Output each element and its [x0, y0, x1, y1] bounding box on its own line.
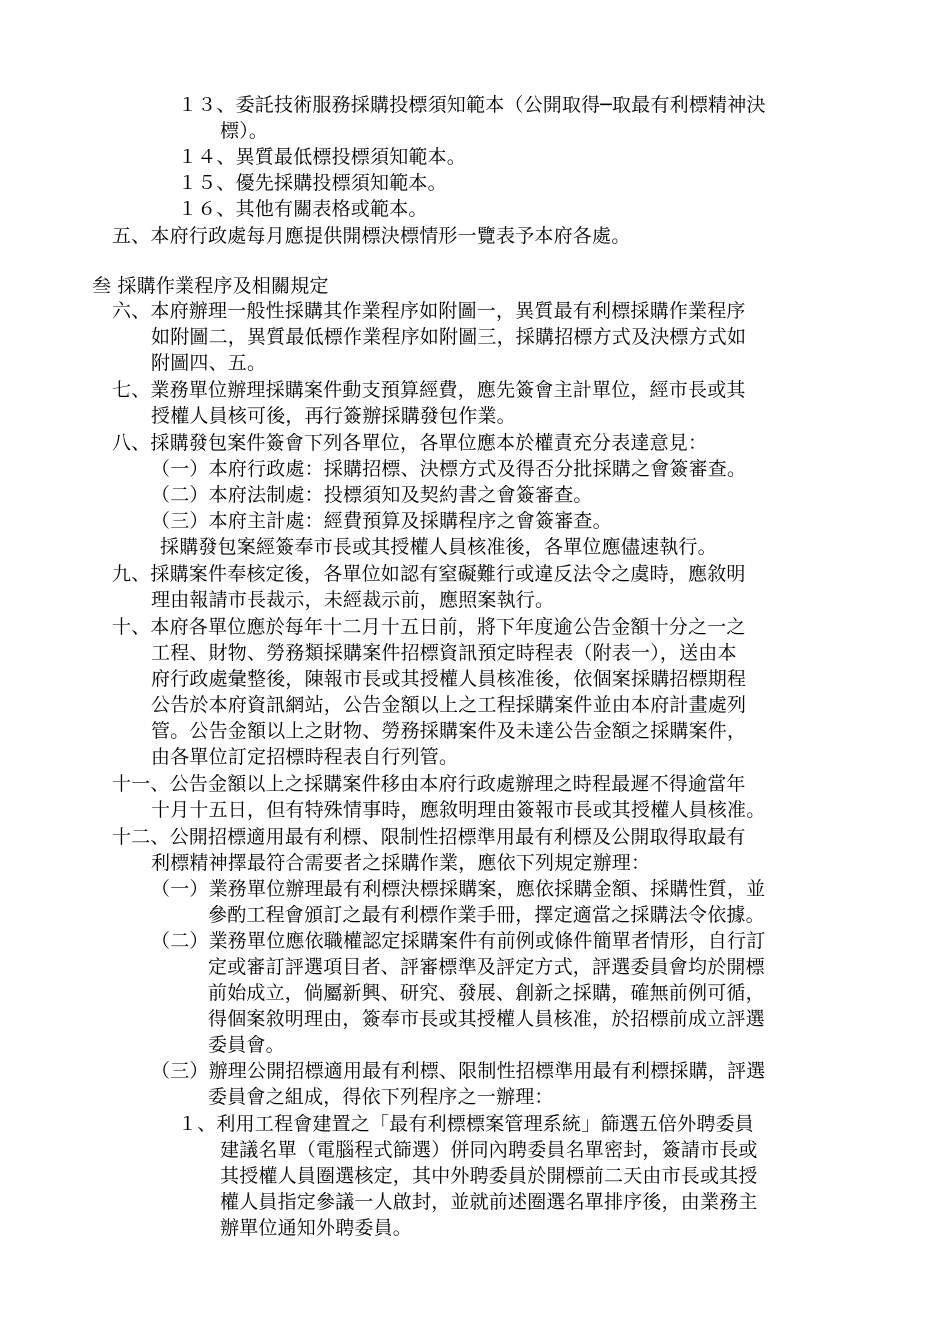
item-8-sub-3: （三）本府主計處：經費預算及採購程序之會簽審查。 [151, 510, 612, 532]
item-9-line-2: 理由報請市長裁示，未經裁示前，應照案執行。 [151, 589, 555, 611]
item-12-line-1: 十二、公開招標適用最有利標、限制性招標準用最有利標及公開取得取最有 [112, 826, 746, 848]
item-8-closing: 採購發包案經簽奉市長或其授權人員核准後，各單位應儘速執行。 [160, 536, 717, 558]
item-6-line-2: 如附圖二，異質最低標作業程序如附圖三，採購招標方式及決標方式如 [151, 326, 747, 348]
item-7-line-1: 七、業務單位辦理採購案件動支預算經費，應先簽會主計單位，經市長或其 [112, 379, 746, 401]
item-11-line-2: 十月十五日，但有特殊情事時，應敘明理由簽報市長或其授權人員核准。 [151, 799, 766, 821]
item-12-2-line-1: （二）業務單位應依職權認定採購案件有前例或條件簡單者情形，自行訂 [151, 930, 766, 952]
list-item-13-line-2: 標）。 [220, 120, 269, 142]
item-12-3-1-line-3: 其授權人員圈選核定，其中外聘委員於開標前二天由市長或其授 [220, 1165, 758, 1187]
item-12-2-line-5: 委員會。 [208, 1034, 285, 1056]
item-12-2-line-4: 得個案敘明理由，簽奉市長或其授權人員核准，於招標前成立評選 [208, 1008, 765, 1030]
list-item-13-line-1: １３、委託技術服務採購投標須知範本（公開取得─取最有利標精神決 [178, 94, 766, 116]
item-12-3-line-1: （三）辦理公開招標適用最有利標、限制性招標準用最有利標採購，評選 [151, 1060, 766, 1082]
list-item-14: １４、異質最低標投標須知範本。 [178, 146, 467, 168]
item-10-line-5: 管。公告金額以上之財物、勞務採購案件及未達公告金額之採購案件， [151, 720, 747, 742]
item-8-sub-2: （二）本府法制處：投標須知及契約書之會簽審查。 [151, 484, 593, 506]
item-12-line-2: 利標精神擇最符合需要者之採購作業，應依下列規定辦理： [151, 852, 651, 874]
item-12-2-line-2: 定或審訂評選項目者、評審標準及評定方式，評選委員會均於開標 [208, 956, 765, 978]
item-12-1-line-1: （一）業務單位辦理最有利標決標採購案，應依採購金額、採購性質，並 [151, 878, 766, 900]
item-12-3-1-line-1: １、利用工程會建置之「最有利標標案管理系統」篩選五倍外聘委員 [178, 1113, 755, 1135]
item-12-3-1-line-5: 辦單位通知外聘委員。 [220, 1217, 413, 1239]
item-8-line-1: 八、採購發包案件簽會下列各單位，各單位應本於權責充分表達意見： [112, 432, 708, 454]
item-10-line-3: 府行政處彙整後，陳報市長或其授權人員核准後，依個案採購招標期程 [151, 668, 747, 690]
item-12-3-line-2: 委員會之組成，得依下列程序之一辦理： [208, 1086, 554, 1108]
item-10-line-1: 十、本府各單位應於每年十二月十五日前，將下年度逾公告金額十分之一之 [112, 616, 746, 638]
list-item-15: １５、優先採購投標須知範本。 [178, 172, 447, 194]
item-12-1-line-2: 參酌工程會頒訂之最有利標作業手冊，擇定適當之採購法令依據。 [208, 904, 765, 926]
item-5: 五、本府行政處每月應提供開標決標情形一覽表予本府各處。 [112, 225, 631, 247]
item-12-3-1-line-2: 建議名單（電腦程式篩選）併同內聘委員名單密封，簽請市長或 [220, 1139, 758, 1161]
item-12-3-1-line-4: 權人員指定參議一人啟封，並就前述圈選名單排序後，由業務主 [220, 1191, 758, 1213]
item-8-sub-1: （一）本府行政處：採購招標、決標方式及得否分批採購之會簽審查。 [151, 458, 747, 480]
section-3-heading: 叁 採購作業程序及相關規定 [92, 275, 329, 297]
item-7-line-2: 授權人員核可後，再行簽辦採購發包作業。 [151, 405, 516, 427]
item-9-line-1: 九、採購案件奉核定後，各單位如認有窒礙難行或違反法令之虞時，應敘明 [112, 563, 746, 585]
item-10-line-4: 公告於本府資訊網站，公告金額以上之工程採購案件並由本府計畫處列 [151, 694, 747, 716]
item-6-line-1: 六、本府辦理一般性採購其作業程序如附圖一，異質最有利標採購作業程序 [112, 300, 746, 322]
item-12-2-line-3: 前始成立，倘屬新興、研究、發展、創新之採購，確無前例可循， [208, 982, 765, 1004]
item-10-line-2: 工程、財物、勞務類採購案件招標資訊預定時程表（附表一），送由本 [151, 642, 737, 664]
item-11-line-1: 十一、公告金額以上之採購案件移由本府行政處辦理之時程最遲不得逾當年 [112, 773, 746, 795]
item-10-line-6: 由各單位訂定招標時程表自行列管。 [151, 746, 459, 768]
item-6-line-3: 附圖四、五。 [151, 352, 267, 374]
list-item-16: １６、其他有關表格或範本。 [178, 198, 428, 220]
